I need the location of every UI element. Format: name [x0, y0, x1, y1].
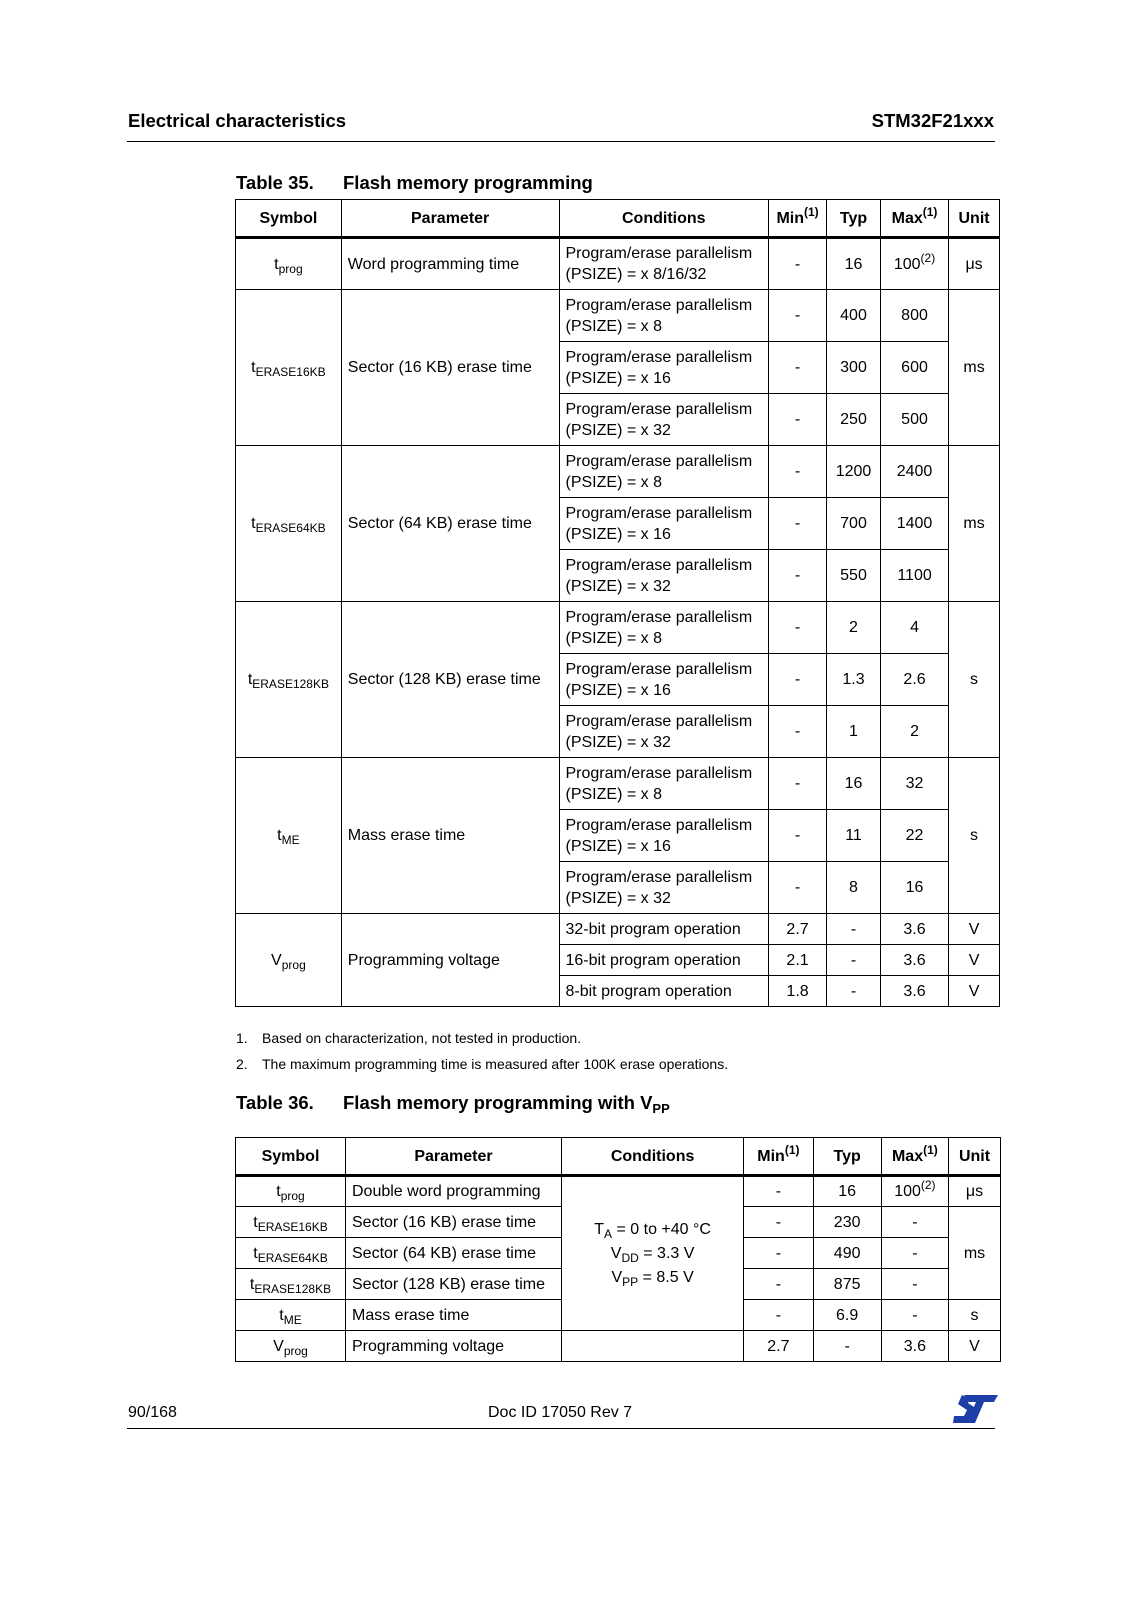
col-parameter: Parameter: [341, 200, 559, 238]
parameter-cell: Double word programming: [346, 1176, 562, 1207]
unit-cell: ms: [949, 290, 1000, 446]
table35-title: Flash memory programming: [343, 172, 593, 193]
unit-cell: V: [949, 914, 1000, 945]
min-cell: -: [769, 810, 827, 862]
conditions-cell: 8-bit program operation: [559, 976, 769, 1007]
table-row: [236, 1331, 1001, 1362]
min-cell: 2.7: [769, 914, 827, 945]
conditions-cell: Program/erase parallelism (PSIZE) = x 8: [559, 290, 769, 342]
min-cell: -: [769, 654, 827, 706]
max-cell: -: [881, 1269, 948, 1300]
unit-cell: μs: [948, 1176, 1000, 1207]
unit-cell: s: [949, 602, 1000, 758]
min-cell: -: [769, 290, 827, 342]
unit-cell: V: [948, 1331, 1000, 1362]
typ-cell: 550: [827, 550, 881, 602]
min-cell: -: [769, 602, 827, 654]
min-cell: -: [769, 550, 827, 602]
min-cell: -: [769, 758, 827, 810]
symbol-cell: $V_{prog}$: [236, 1331, 346, 1362]
min-cell: -: [769, 498, 827, 550]
table36: [235, 1137, 1001, 1362]
col-typ: Typ: [827, 200, 881, 238]
min-cell: -: [769, 862, 827, 914]
unit-cell: s: [948, 1300, 1000, 1331]
conditions-cell: Program/erase parallelism (PSIZE) = x 32: [559, 862, 769, 914]
col-unit: Unit: [949, 200, 1000, 238]
conditions-cell: $T_A = 0$ to +40 °C $V_{DD} = 3.3$ V $V_{PP} = 8.5$ V: [561, 1176, 743, 1331]
min-cell: -: [769, 342, 827, 394]
max-cell: 100$^{(2)}$: [881, 1176, 948, 1207]
table-row: [236, 602, 1000, 654]
table36-number: Table 36.: [236, 1092, 314, 1113]
min-cell: -: [744, 1176, 813, 1207]
max-cell: 1400: [880, 498, 948, 550]
max-cell: 3.6: [881, 1331, 948, 1362]
typ-cell: -: [827, 914, 881, 945]
max-cell: 600: [880, 342, 948, 394]
symbol-cell: $t_{ME}$: [236, 758, 342, 914]
col-parameter: Parameter: [346, 1138, 562, 1176]
symbol-cell: $t_{prog}$: [236, 1176, 346, 1207]
typ-cell: 6.9: [813, 1300, 881, 1331]
typ-cell: 230: [813, 1207, 881, 1238]
min-cell: -: [744, 1300, 813, 1331]
table-row: [236, 1176, 1001, 1207]
table36-title: Flash memory programming with V: [343, 1092, 653, 1113]
typ-cell: 400: [827, 290, 881, 342]
conditions-cell: Program/erase parallelism (PSIZE) = x 16: [559, 342, 769, 394]
min-cell: -: [744, 1207, 813, 1238]
parameter-cell: Word programming time: [341, 238, 559, 290]
parameter-cell: Sector (16 KB) erase time: [341, 290, 559, 446]
max-cell: 16: [880, 862, 948, 914]
table35-caption: [236, 172, 593, 194]
conditions-cell: Program/erase parallelism (PSIZE) = x 16: [559, 498, 769, 550]
max-cell: 3.6: [880, 914, 948, 945]
table-row: [236, 914, 1000, 945]
parameter-cell: Mass erase time: [341, 758, 559, 914]
unit-cell: μs: [949, 238, 1000, 290]
col-symbol: Symbol: [236, 200, 342, 238]
symbol-cell: $V_{prog}$: [236, 914, 342, 1007]
header-part-number: STM32F21xxx: [871, 110, 994, 131]
conditions-cell: Program/erase parallelism (PSIZE) = x 8/16/32: [559, 238, 769, 290]
symbol-cell: $t_{ME}$: [236, 1300, 346, 1331]
max-cell: 500: [880, 394, 948, 446]
parameter-cell: Mass erase time: [346, 1300, 562, 1331]
min-cell: -: [769, 446, 827, 498]
conditions-cell: Program/erase parallelism (PSIZE) = x 32: [559, 550, 769, 602]
parameter-cell: Sector (128 KB) erase time: [341, 602, 559, 758]
min-cell: 1.8: [769, 976, 827, 1007]
typ-cell: 1200: [827, 446, 881, 498]
max-cell: 100$^{(2)}$: [880, 238, 948, 290]
max-cell: 800: [880, 290, 948, 342]
max-cell: 2.6: [880, 654, 948, 706]
table-row: [236, 446, 1000, 498]
table36-caption: Table 36. Flash memory programming with $V_{PP}$: [236, 1092, 670, 1116]
max-cell: -: [881, 1207, 948, 1238]
max-cell: -: [881, 1300, 948, 1331]
min-cell: 2.7: [744, 1331, 813, 1362]
max-cell: 32: [880, 758, 948, 810]
symbol-cell: $t_{ERASE16KB}$: [236, 1207, 346, 1238]
typ-cell: 8: [827, 862, 881, 914]
max-cell: 2: [880, 706, 948, 758]
max-cell: 3.6: [880, 945, 948, 976]
typ-cell: 11: [827, 810, 881, 862]
max-cell: -: [881, 1238, 948, 1269]
max-cell: 22: [880, 810, 948, 862]
header-divider: [127, 141, 995, 142]
typ-cell: 16: [827, 238, 881, 290]
min-cell: 2.1: [769, 945, 827, 976]
typ-cell: 300: [827, 342, 881, 394]
doc-id: Doc ID 17050 Rev 7: [488, 1404, 633, 1421]
parameter-cell: Programming voltage: [341, 914, 559, 1007]
table-row: [236, 758, 1000, 810]
typ-cell: 490: [813, 1238, 881, 1269]
conditions-cell: Program/erase parallelism (PSIZE) = x 8: [559, 602, 769, 654]
symbol-cell: $t_{ERASE128KB}$: [236, 1269, 346, 1300]
min-cell: -: [744, 1238, 813, 1269]
symbol-cell: $t_{prog}$: [236, 238, 342, 290]
conditions-cell: Program/erase parallelism (PSIZE) = x 8: [559, 446, 769, 498]
typ-cell: -: [827, 945, 881, 976]
unit-cell: ms: [948, 1207, 1000, 1300]
typ-cell: -: [827, 976, 881, 1007]
typ-cell: 700: [827, 498, 881, 550]
col-conditions: Conditions: [559, 200, 769, 238]
col-typ: Typ: [813, 1138, 881, 1176]
col-min: Min$^{(1)}$: [769, 200, 827, 238]
unit-cell: ms: [949, 446, 1000, 602]
conditions-cell: Program/erase parallelism (PSIZE) = x 16: [559, 810, 769, 862]
note-1: 1. Based on characterization, not tested in production.: [236, 1030, 582, 1046]
col-unit: Unit: [948, 1138, 1000, 1176]
typ-cell: 875: [813, 1269, 881, 1300]
parameter-cell: Sector (128 KB) erase time: [346, 1269, 562, 1300]
header-section-title: Electrical characteristics: [128, 110, 347, 131]
typ-cell: 1: [827, 706, 881, 758]
conditions-cell: Program/erase parallelism (PSIZE) = x 32: [559, 394, 769, 446]
conditions-cell: Program/erase parallelism (PSIZE) = x 32: [559, 706, 769, 758]
col-max: Max$^{(1)}$: [881, 1138, 948, 1176]
conditions-cell: Program/erase parallelism (PSIZE) = x 8: [559, 758, 769, 810]
unit-cell: V: [949, 945, 1000, 976]
typ-cell: 16: [813, 1176, 881, 1207]
symbol-cell: $t_{ERASE64KB}$: [236, 446, 342, 602]
min-cell: -: [769, 238, 827, 290]
symbol-cell: $t_{ERASE16KB}$: [236, 290, 342, 446]
footer-divider: [127, 1428, 995, 1429]
parameter-cell: Sector (64 KB) erase time: [341, 446, 559, 602]
table35: [235, 199, 1000, 1007]
table35-header-row: [236, 200, 1000, 238]
min-cell: -: [769, 394, 827, 446]
typ-cell: 250: [827, 394, 881, 446]
parameter-cell: Sector (16 KB) erase time: [346, 1207, 562, 1238]
conditions-cell: 16-bit program operation: [559, 945, 769, 976]
parameter-cell: Sector (64 KB) erase time: [346, 1238, 562, 1269]
symbol-cell: $t_{ERASE128KB}$: [236, 602, 342, 758]
col-max: Max$^{(1)}$: [880, 200, 948, 238]
typ-cell: -: [813, 1331, 881, 1362]
table35-notes: [236, 1030, 728, 1082]
max-cell: 4: [880, 602, 948, 654]
conditions-cell: [561, 1331, 743, 1362]
conditions-cell: 32-bit program operation: [559, 914, 769, 945]
typ-cell: 16: [827, 758, 881, 810]
col-conditions: Conditions: [561, 1138, 743, 1176]
table-row: [236, 238, 1000, 290]
unit-cell: V: [949, 976, 1000, 1007]
note-2: 2. The maximum programming time is measured after 100K erase operations.: [236, 1056, 729, 1072]
typ-cell: 2: [827, 602, 881, 654]
max-cell: 3.6: [880, 976, 948, 1007]
table35-number: Table 35.: [236, 172, 314, 193]
st-logo-icon: [953, 1394, 999, 1424]
typ-cell: 1.3: [827, 654, 881, 706]
table36-header-row: [236, 1138, 1001, 1176]
table-row: [236, 290, 1000, 342]
max-cell: 2400: [880, 446, 948, 498]
col-min: Min$^{(1)}$: [744, 1138, 813, 1176]
min-cell: -: [769, 706, 827, 758]
conditions-cell: Program/erase parallelism (PSIZE) = x 16: [559, 654, 769, 706]
max-cell: 1100: [880, 550, 948, 602]
page-number: 90/168: [128, 1404, 177, 1421]
parameter-cell: Programming voltage: [346, 1331, 562, 1362]
unit-cell: s: [949, 758, 1000, 914]
col-symbol: Symbol: [236, 1138, 346, 1176]
symbol-cell: $t_{ERASE64KB}$: [236, 1238, 346, 1269]
min-cell: -: [744, 1269, 813, 1300]
